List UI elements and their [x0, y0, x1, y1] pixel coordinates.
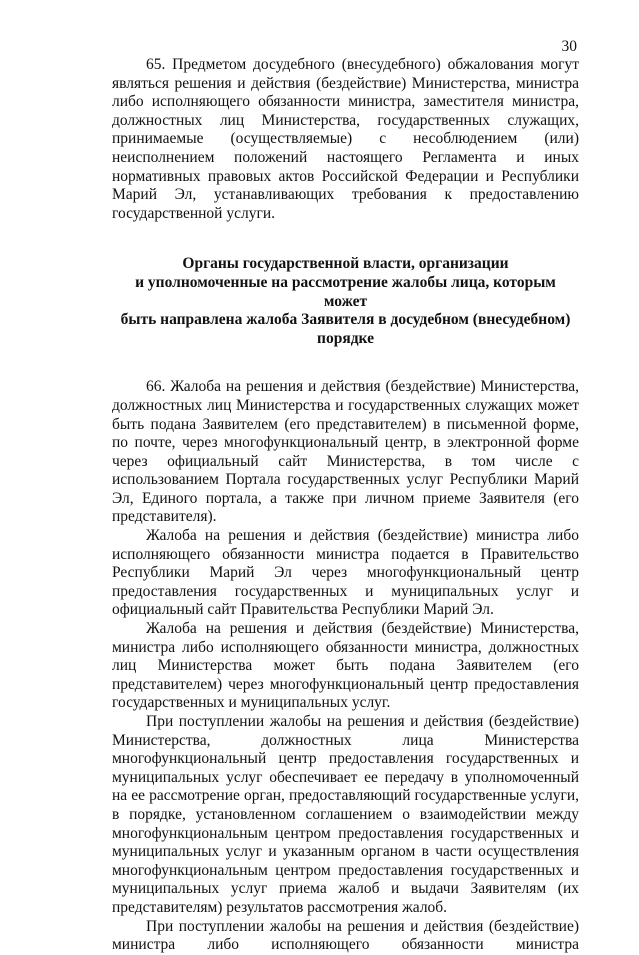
heading-line: быть направлена жалоба Заявителя в досудебном (внесудебном): [120, 311, 571, 329]
paragraph-66: 66. Жалоба на решения и действия (бездействие) Министерства, должностных лиц Министерства и государственных служащих может быть подана Заявителем (его представителем) в письменной форме, по почте, через многофункциональный центр, в электронной форме через официальный сайт Министерства, в том числе с использованием Портала государственных услуг Республики Марий Эл, Единого портала, а также при личном приеме Заявителя (его представителя).: [112, 378, 579, 526]
heading-line: Органы государственной власти, организации: [182, 255, 509, 273]
document-body: [112, 56, 579, 955]
paragraph-minister-complaint: Жалоба на решения и действия (бездействие) министра либо исполняющего обязанности министра подается в Правительство Республики Марий Эл через многофункциональный центр предоставления государственных и муниципальных услуг и официальный сайт Правительства Республики Марий Эл.: [112, 527, 579, 619]
section-heading: [112, 255, 579, 348]
heading-line: порядке: [317, 329, 374, 347]
paragraph-mfc-transfer: При поступлении жалобы на решения и действия (бездействие) Министерства, должностных лица Министерства многофункциональный центр предоставления государственных и муниципальных услуг обеспечивает ее передачу в уполномоченный на ее рассмотрение орган, предоставляющий государственные услуги, в порядке, установленном соглашением о взаимодействии между многофункциональным центром предоставления государственных и муниципальных услуг и указанным органом в части осуществления многофункциональным центром предоставления государственных и муниципальных услуг приема жалоб и выдачи Заявителям (их представителям) результатов рассмотрения жалоб.: [112, 713, 579, 916]
paragraph-minister-receipt: При поступлении жалобы на решения и действия (бездействие) министра либо исполняющего обязанности министра: [112, 917, 579, 954]
heading-line: и уполномоченные на рассмотрение жалобы лица, которым может: [135, 273, 556, 310]
page-number: 30: [561, 38, 577, 55]
paragraph-65: 65. Предметом досудебного (внесудебного) обжалования могут являться решения и действия (бездействие) Министерства, министра либо исполняющего обязанности министра, заместителя министра, должностных лиц Министерства, государственных служащих, принимаемые (осуществляемые) с несоблюдением (или) неисполнением положений настоящего Регламента и иных нормативных правовых актов Российской Федерации и Республики Марий Эл, устанавливающих требования к предоставлению государственной услуги.: [112, 56, 579, 222]
paragraph-mfc-complaint: Жалоба на решения и действия (бездействие) Министерства, министра либо исполняющего обязанности министра, должностных лиц Министерства может быть подана Заявителем (его представителем) через многофункциональный центр предоставления государственных и муниципальных услуг.: [112, 620, 579, 712]
